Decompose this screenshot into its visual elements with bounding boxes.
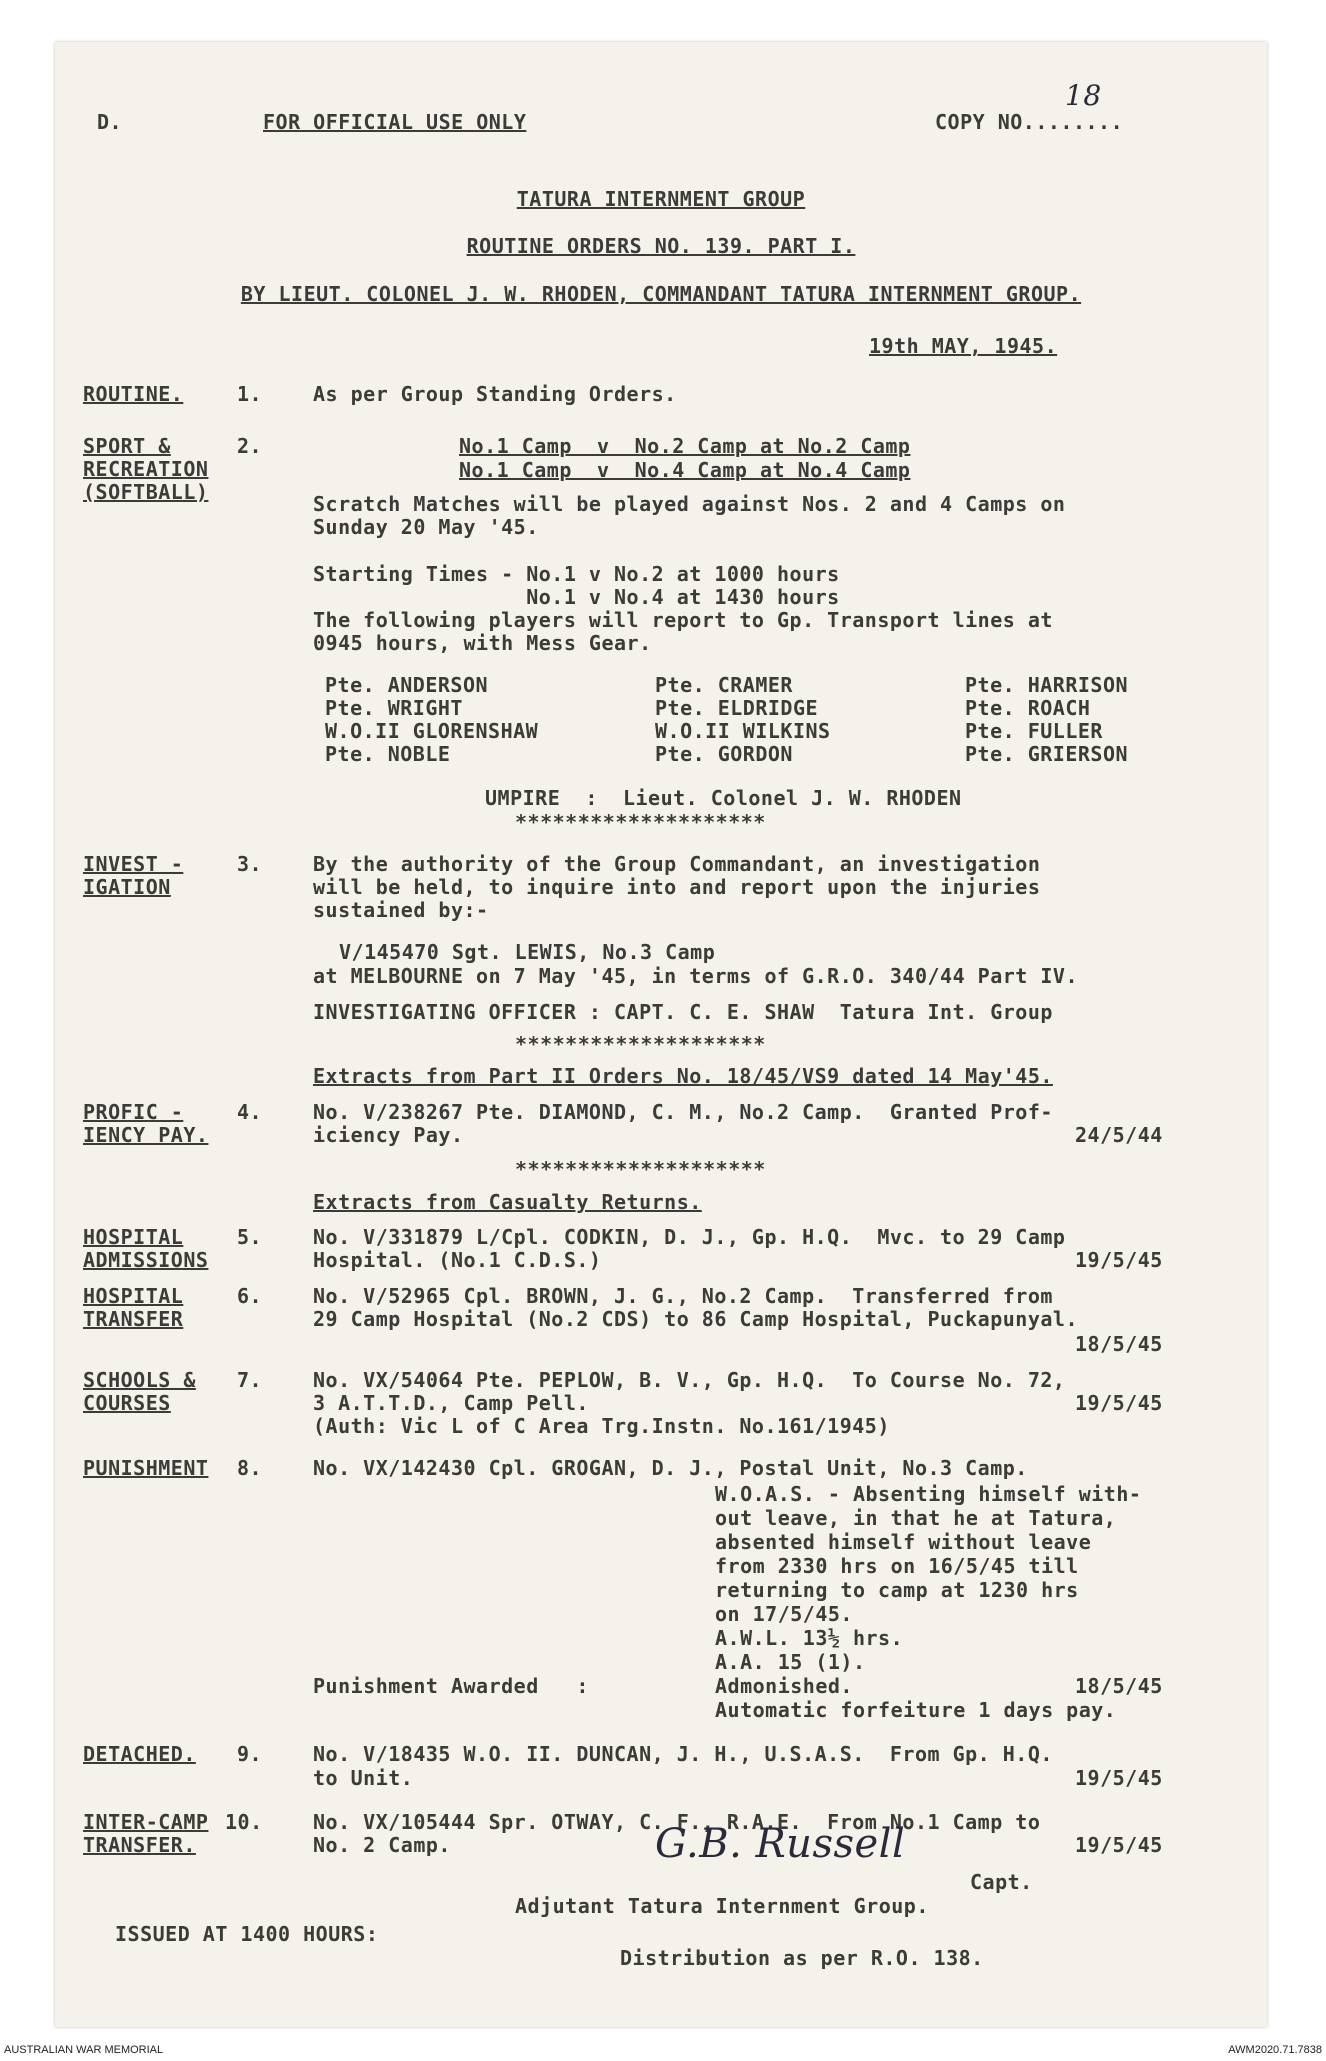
item-date: 19/5/45 [1075,1766,1163,1790]
player-name: W.O.II WILKINS [655,719,831,743]
authority-line: BY LIEUT. COLONEL J. W. RHODEN, COMMANDANT TATURA INTERNMENT GROUP. [240,282,1082,306]
heading-investigation: INVEST - [83,852,184,876]
schools-text: (Auth: Vic L of C Area Trg.Instn. No.161/1945) [313,1414,890,1438]
separator-stars: ******************** [515,1032,766,1056]
document-code: D. [97,110,123,134]
player-name: Pte. ANDERSON [325,673,489,697]
extracts-heading: Extracts from Part II Orders No. 18/45/VS9 dated 14 May'45. [313,1064,1053,1088]
fixture-line: No.1 Camp v No.2 Camp at No.2 Camp [459,434,911,458]
heading-sport: RECREATION [83,457,209,481]
player-name: Pte. FULLER [965,719,1103,743]
item-number: 10. [225,1810,263,1834]
heading-punishment: PUNISHMENT [83,1456,209,1480]
transfer-text: 29 Camp Hospital (No.2 CDS) to 86 Camp Hospital, Puckapunyal. [313,1307,1079,1331]
sport-text: Scratch Matches will be played against Nos. 2 and 4 Camps on [313,492,1066,516]
charge-text: A.W.L. 13½ hrs. [715,1626,904,1650]
item-date: 18/5/45 [1075,1332,1163,1356]
item-number: 9. [237,1742,263,1766]
heading-investigation: IGATION [83,875,171,899]
heading-schools: SCHOOLS & [83,1368,196,1392]
detached-text: No. V/18435 W.O. II. DUNCAN, J. H., U.S.A.S. From Gp. H.Q. [313,1742,1053,1766]
item-number: 3. [237,852,263,876]
player-name: Pte. NOBLE [325,742,451,766]
heading-proficiency: IENCY PAY. [83,1123,209,1147]
item-number: 6. [237,1284,263,1308]
starting-times: Starting Times - No.1 v No.2 at 1000 hours [313,562,840,586]
separator-stars: ******************** [515,1157,766,1181]
investigation-where: at MELBOURNE on 7 May '45, in terms of G.R.O. 340/44 Part IV. [313,964,1079,988]
investigation-text: will be held, to inquire into and report upon the injuries [313,875,1041,899]
schools-text: 3 A.T.T.D., Camp Pell. [313,1391,589,1415]
fixture-line: No.1 Camp v No.4 Camp at No.4 Camp [459,458,911,482]
investigation-person: V/145470 Sgt. LEWIS, No.3 Camp [339,940,716,964]
item-number: 5. [237,1225,263,1249]
item-number: 2. [237,434,263,458]
heading-hospital-transfer: TRANSFER [83,1307,184,1331]
sport-text: 0945 hours, with Mess Gear. [313,631,652,655]
routine-text: As per Group Standing Orders. [313,382,677,406]
inter-camp-text: No. VX/105444 Spr. OTWAY, C. F., R.A.E. From No.1 Camp to [313,1810,1041,1834]
investigation-text: sustained by:- [313,898,489,922]
proficiency-text: No. V/238267 Pte. DIAMOND, C. M., No.2 Camp. Granted Prof- [313,1100,1053,1124]
handwritten-signature: G.B. Russell [655,1821,906,1867]
copy-number-label: COPY NO........ [935,110,1124,134]
transfer-text: No. V/52965 Cpl. BROWN, J. G., No.2 Camp. Transferred from [313,1284,1053,1308]
punishment-awarded: Admonished. [715,1674,853,1698]
charge-text: out leave, in that he at Tatura, [715,1506,1117,1530]
orders-title: ROUTINE ORDERS NO. 139. PART I. [466,234,856,258]
distribution-line: Distribution as per R.O. 138. [620,1946,984,1970]
punishment-awarded-label: Punishment Awarded : [313,1674,589,1698]
heading-detached: DETACHED. [83,1742,196,1766]
group-title: TATURA INTERNMENT GROUP [516,187,806,211]
charge-text: on 17/5/45. [715,1602,853,1626]
item-date: 19/5/45 [1075,1833,1163,1857]
player-name: Pte. WRIGHT [325,696,463,720]
heading-hospital-admissions: ADMISSIONS [83,1248,209,1272]
item-date: 19/5/45 [1075,1248,1163,1272]
player-name: Pte. HARRISON [965,673,1129,697]
sport-text: The following players will report to Gp. Transport lines at [313,608,1053,632]
archive-credit: AUSTRALIAN WAR MEMORIAL [4,2044,164,2056]
umpire-line: UMPIRE : Lieut. Colonel J. W. RHODEN [485,786,962,810]
signatory-title: Adjutant Tatura Internment Group. [515,1894,929,1918]
hospital-text: Hospital. (No.1 C.D.S.) [313,1248,602,1272]
extracts-heading: Extracts from Casualty Returns. [313,1190,702,1214]
heading-routine: ROUTINE. [83,382,184,406]
investigation-text: By the authority of the Group Commandant, an investigation [313,852,1041,876]
player-name: Pte. CRAMER [655,673,793,697]
heading-inter-camp: INTER-CAMP [83,1810,209,1834]
charge-text: from 2330 hrs on 16/5/45 till [715,1554,1079,1578]
investigating-officer: INVESTIGATING OFFICER : CAPT. C. E. SHAW Tatura Int. Group [313,1000,1053,1024]
charge-text: returning to camp at 1230 hrs [715,1578,1079,1602]
starting-times: No.1 v No.4 at 1430 hours [313,585,840,609]
document-page [55,42,1267,2027]
heading-inter-camp: TRANSFER. [83,1833,196,1857]
detached-text: to Unit. [313,1766,414,1790]
charge-text: absented himself without leave [715,1530,1092,1554]
item-date: 19/5/45 [1075,1391,1163,1415]
classification-label: FOR OFFICIAL USE ONLY [263,110,527,134]
item-date: 24/5/44 [1075,1123,1163,1147]
item-number: 8. [237,1456,263,1480]
schools-text: No. VX/54064 Pte. PEPLOW, B. V., Gp. H.Q. To Course No. 72, [313,1368,1066,1392]
item-number: 7. [237,1368,263,1392]
charge-text: W.O.A.S. - Absenting himself with- [715,1482,1142,1506]
player-name: Pte. GRIERSON [965,742,1129,766]
separator-stars: ******************** [515,810,766,834]
signatory-rank: Capt. [970,1870,1033,1894]
forfeiture-text: Automatic forfeiture 1 days pay. [715,1698,1117,1722]
item-date: 18/5/45 [1075,1674,1163,1698]
player-name: Pte. GORDON [655,742,793,766]
player-name: Pte. ELDRIDGE [655,696,819,720]
sport-text: Sunday 20 May '45. [313,515,539,539]
punishment-text: No. VX/142430 Cpl. GROGAN, D. J., Postal Unit, No.3 Camp. [313,1456,1028,1480]
item-number: 1. [237,382,263,406]
heading-hospital-transfer: HOSPITAL [83,1284,184,1308]
heading-schools: COURSES [83,1391,171,1415]
heading-hospital-admissions: HOSPITAL [83,1225,184,1249]
charge-text: A.A. 15 (1). [715,1650,866,1674]
heading-proficiency: PROFIC - [83,1100,184,1124]
hospital-text: No. V/331879 L/Cpl. CODKIN, D. J., Gp. H.Q. Mvc. to 29 Camp [313,1225,1066,1249]
archive-reference: AWM2020.71.7838 [1228,2044,1322,2056]
order-date: 19th MAY, 1945. [869,334,1058,358]
player-name: Pte. ROACH [965,696,1091,720]
heading-sport: SPORT & [83,434,171,458]
inter-camp-text: No. 2 Camp. [313,1833,451,1857]
heading-sport: (SOFTBALL) [83,480,209,504]
issued-time: ISSUED AT 1400 HOURS: [115,1922,379,1946]
player-name: W.O.II GLORENSHAW [325,719,539,743]
item-number: 4. [237,1100,263,1124]
proficiency-text: iciency Pay. [313,1123,464,1147]
copy-number-handwritten: 18 [1065,79,1102,112]
